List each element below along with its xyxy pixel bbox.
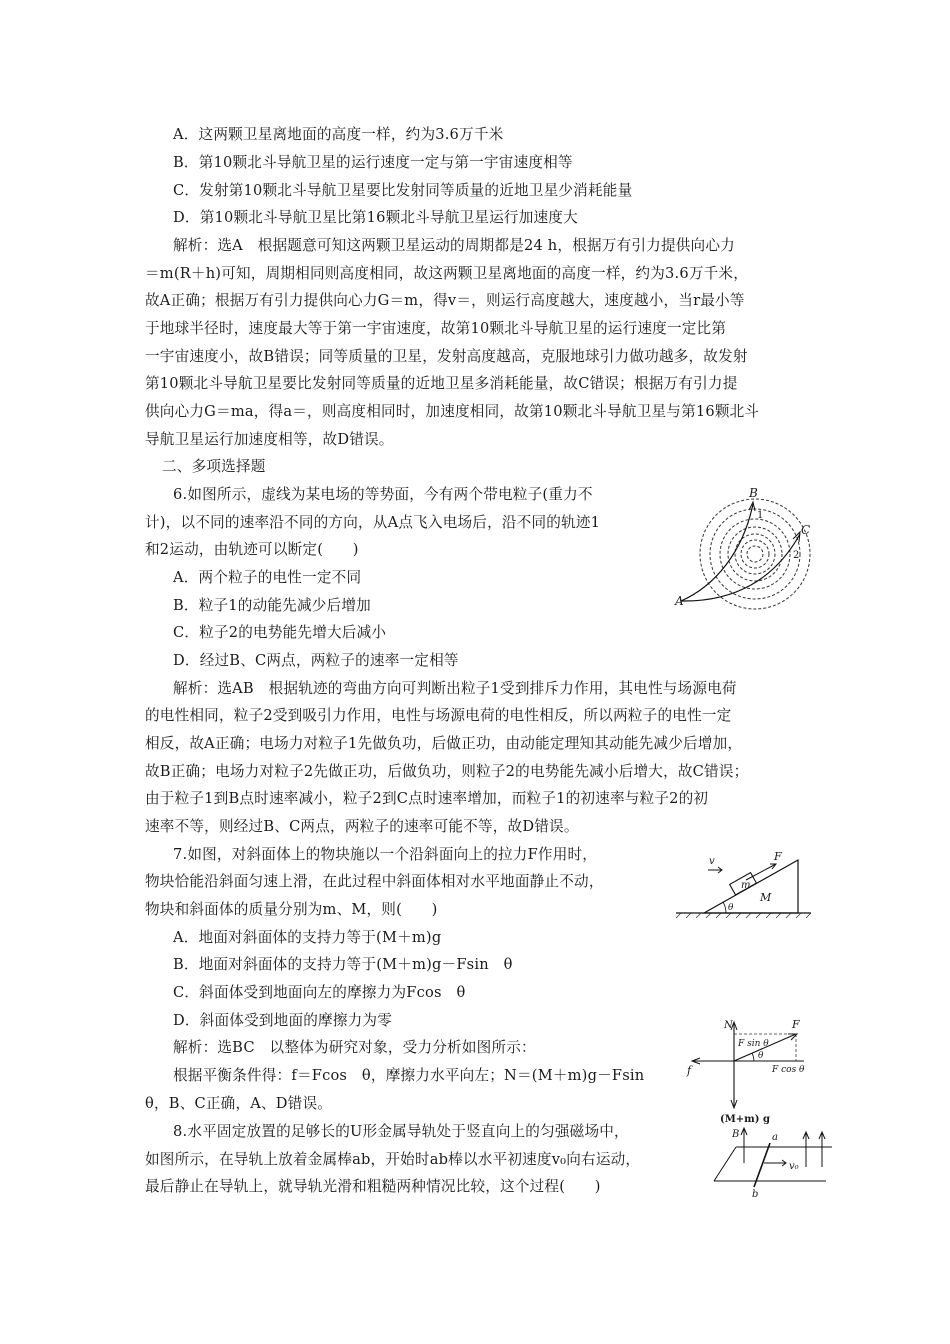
- label-theta: θ: [728, 903, 734, 913]
- q6-analysis-line: 的电性相同，粒子2受到吸引力作用，电性与场源电荷的电性相反，所以两粒子的电性一定: [145, 707, 732, 724]
- q5-analysis-line: 供向心力G＝ma，得a＝，则高度相同时，加速度相同，故第10颗北斗导航卫星与第16颗北斗: [145, 403, 760, 420]
- label-v: v: [709, 856, 715, 867]
- q6-option-b: B．粒子1的动能先减少后增加: [173, 597, 371, 614]
- q5-option-a: A．这两颗卫星离地面的高度一样，约为3.6万千米: [173, 126, 504, 143]
- q6-analysis-line: 故B正确；电场力对粒子2先做正功，后做负功，则粒子2的电势能先减小后增大，故C错误；: [145, 763, 749, 780]
- q6-stem-line: 计)，以不同的速率沿不同的方向，从A点飞入电场后，沿不同的轨迹1: [145, 514, 601, 531]
- label-fsin: F sin θ: [738, 1039, 769, 1049]
- q8-stem-line: 如图所示，在导轨上放着金属棒ab，开始时ab棒以水平初速度v₀向右运动，: [145, 1151, 641, 1168]
- section-title: 二、多项选择题: [162, 458, 266, 475]
- label-big-m: M: [760, 891, 772, 904]
- q6-option-a: A．两个粒子的电性一定不同: [173, 569, 362, 586]
- q5-analysis-line: 导航卫星运行加速度相等，故D错误。: [145, 431, 394, 448]
- q7-stem-line: 7.如图，对斜面体上的物块施以一个沿斜面向上的拉力F作用时，: [173, 846, 598, 863]
- q7-analysis-line: θ，B、C正确，A、D错误。: [145, 1095, 333, 1112]
- q7-option-a: A．地面对斜面体的支持力等于(M＋m)g: [173, 929, 442, 946]
- q8-stem-line: 8.水平固定放置的足够长的U形金属导轨处于竖直向上的匀强磁场中，: [173, 1123, 629, 1140]
- label-n: N: [724, 1020, 733, 1031]
- q5-analysis-line: 故A正确；根据万有引力提供向心力G＝m，得v＝，则运行高度越大，速度越小，当r最小等: [145, 292, 745, 309]
- incline-figure: [676, 848, 811, 918]
- q7-stem-line: 物块和斜面体的质量分别为m、M，则( ): [145, 901, 438, 918]
- q6-option-c: C．粒子2的电势能先增大后减小: [173, 624, 387, 641]
- label-rod-b: b: [752, 1189, 759, 1200]
- q7-analysis-line: 根据平衡条件得：f＝Fcos θ，摩擦力水平向左；N＝(M＋m)g－Fsin: [173, 1067, 645, 1084]
- q5-analysis-line: 一宇宙速度小，故B错误；同等质量的卫星，发射高度越高，克服地球引力做功越多，故发射: [145, 348, 748, 365]
- q7-analysis-line: 解析：选BC 以整体为研究对象，受力分析如图所示：: [173, 1039, 536, 1056]
- label-b: B: [749, 486, 758, 500]
- label-trajectory-1: 1: [757, 510, 764, 521]
- label-c: C: [801, 523, 811, 537]
- equipotential-figure: [675, 484, 815, 609]
- q5-analysis-line: 于地球半径时，速度最大等于第一宇宙速度，故第10颗北斗导航卫星的运行速度一定比第: [145, 320, 727, 337]
- label-rod-a: a: [772, 1132, 778, 1143]
- q7-stem-line: 物块恰能沿斜面匀速上滑，在此过程中斜面体相对水平地面静止不动，: [145, 873, 604, 890]
- q5-analysis-line: ＝m(R＋h)可知，周期相同则高度相同，故这两颗卫星离地面的高度一样，约为3.6万千米，: [145, 265, 748, 282]
- q6-analysis-line: 解析：选AB 根据轨迹的弯曲方向可判断出粒子1受到排斥力作用，其电性与场源电荷: [173, 680, 737, 697]
- label-v0: v₀: [789, 1161, 799, 1172]
- q6-option-d: D．经过B、C两点，两粒子的速率一定相等: [173, 652, 459, 669]
- label-fcos: F cos θ: [772, 1065, 805, 1075]
- label-a: A: [675, 594, 684, 608]
- q8-stem-line: 最后静止在导轨上，就导轨光滑和粗糙两种情况比较，这个过程( ): [145, 1178, 601, 1195]
- label-b-field: B: [732, 1129, 740, 1140]
- label-f: F: [774, 850, 782, 863]
- q6-analysis-line: 由于粒子1到B点时速率减小，粒子2到C点时速率增加，而粒子1的初速率与粒子2的初: [145, 790, 709, 807]
- q5-option-b: B．第10颗北斗导航卫星的运行速度一定与第一宇宙速度相等: [173, 154, 573, 171]
- label-weight: (M+m) g: [720, 1114, 770, 1125]
- label-friction: f: [687, 1064, 692, 1077]
- q6-stem-line: 和2运动，由轨迹可以断定( ): [145, 541, 359, 558]
- q6-stem-line: 6.如图所示，虚线为某电场的等势面，今有两个带电粒子(重力不: [173, 486, 593, 503]
- q6-analysis-line: 速率不等，则经过B、C两点，两粒子的速率可能不等，故D错误。: [145, 818, 579, 835]
- label-m: m: [741, 880, 751, 891]
- q5-option-c: C．发射第10颗北斗导航卫星要比发射同等质量的近地卫星少消耗能量: [173, 182, 633, 199]
- q7-option-b: B．地面对斜面体的支持力等于(M＋m)g－Fsin θ: [173, 956, 513, 973]
- label-force-f: F: [792, 1018, 800, 1031]
- label-trajectory-2: 2: [793, 550, 800, 561]
- q7-option-c: C．斜面体受到地面向左的摩擦力为Fcos θ: [173, 984, 466, 1001]
- rail-figure: [714, 1125, 832, 1200]
- q5-analysis-line: 第10颗北斗导航卫星要比发射同等质量的近地卫星多消耗能量，故C错误；根据万有引力提: [145, 375, 738, 392]
- label-force-theta: θ: [758, 1051, 764, 1061]
- q5-analysis-line: 解析：选A 根据题意可知这两颗卫星运动的周期都是24 h，根据万有引力提供向心力: [173, 237, 735, 254]
- q7-option-d: D．斜面体受到地面的摩擦力为零: [173, 1012, 393, 1029]
- q5-option-d: D．第10颗北斗导航卫星比第16颗北斗导航卫星运行加速度大: [173, 209, 578, 226]
- q6-analysis-line: 相反，故A正确；电场力对粒子1先做负功，后做正功，由动能定理知其动能先减少后增加，: [145, 735, 743, 752]
